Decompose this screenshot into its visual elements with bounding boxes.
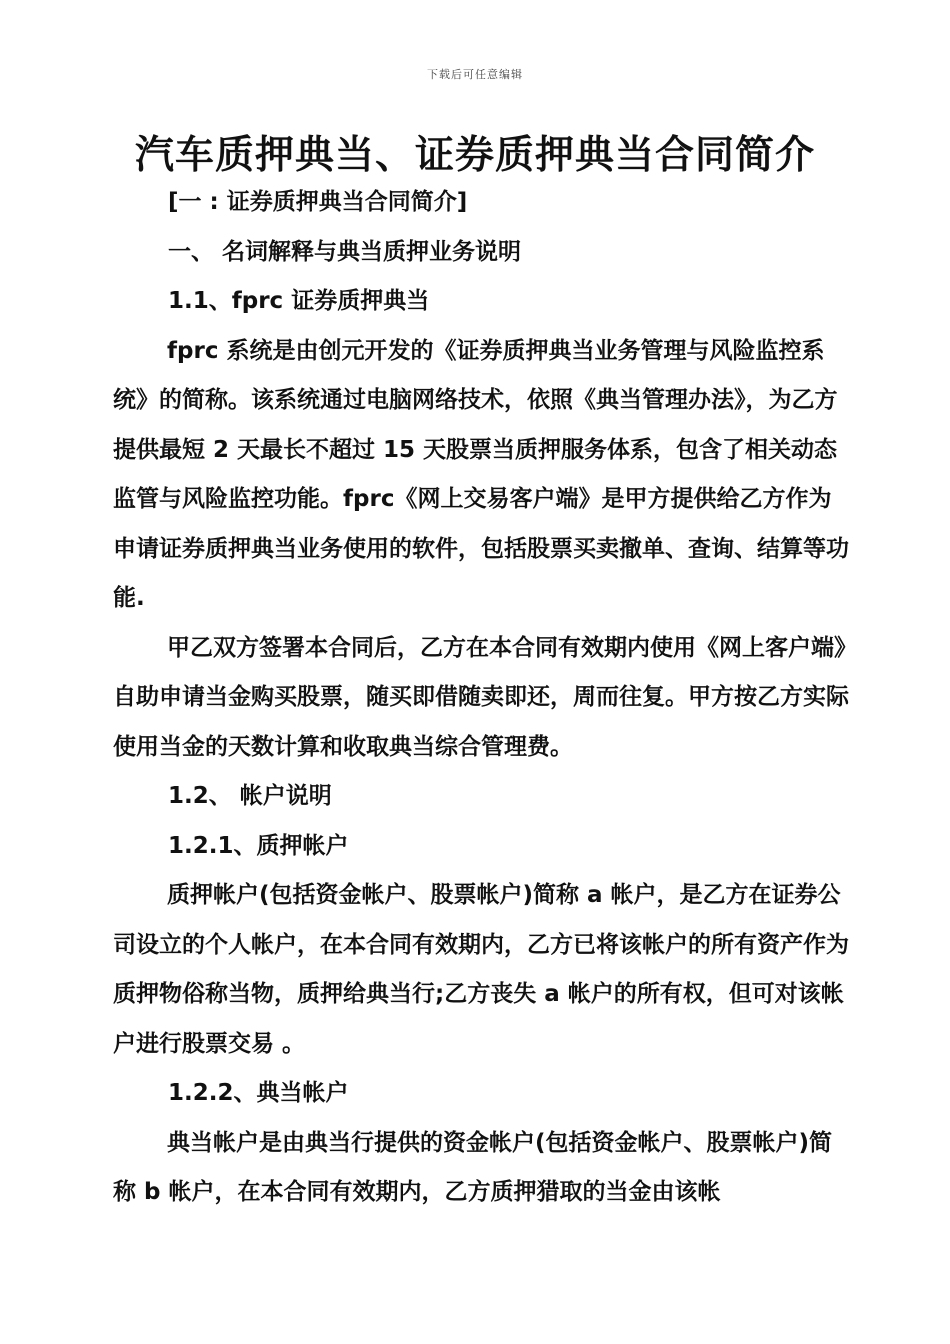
subsection-heading-1-1: 1.1、fprc 证券质押典当 <box>168 288 430 314</box>
section-bracket-heading: [一 : 证券质押典当合同简介] <box>168 189 468 215</box>
subsection-heading-1-2: 1.2、 帐户说明 <box>168 783 332 809</box>
subsection-heading-1-2-1: 1.2.1、质押帐户 <box>168 832 349 859</box>
paragraph-pawn-account: 典当帐户是由典当行提供的资金帐户(包括资金帐户、股票帐户)简称 b 帐户，在本合同有效期内，乙方质押猎取的当金由该帐 <box>113 1129 833 1205</box>
header-note: 下载后可任意编辑 <box>427 68 523 81</box>
subsection-heading-1-2-2: 1.2.2、典当帐户 <box>168 1080 349 1106</box>
paragraph-pledge-account: 质押帐户(包括资金帐户、股票帐户)简称 a 帐户，是乙方在证券公司设立的个人帐户，在本合同有效期内，乙方已将该帐户的所有资产作为质押物俗称当物，质押给典当行;乙方丧失 a 帐户的所有权，但可对该帐户进行股票交易 。 <box>113 882 849 1057</box>
document-title: 汽车质押典当、证券质押典当合同简介 <box>134 132 815 178</box>
document-body <box>113 178 853 1218</box>
paragraph-fprc-system: fprc 系统是由创元开发的《证券质押典当业务管理与风险监控系统》的简称。该系统通过电脑网络技术，依照《典当管理办法》，为乙方提供最短 2 天最长不超过 15 天股票当质押服务体系，包含了相关动态监管与风险监控功能。fprc《网上交易客户端》是甲方提供给乙方作为申请证券质押典当业务使用的软件，包括股票买卖撤单、查询、结算等功能. <box>113 337 849 611</box>
paragraph-contract-usage: 甲乙双方签署本合同后，乙方在本合同有效期内使用《网上客户端》自助申请当金购买股票，随买即借随卖即还，周而往复。甲方按乙方实际使用当金的天数计算和收取典当综合管理费。 <box>113 634 849 760</box>
section-heading-terms: 一、 名词解释与典当质押业务说明 <box>168 238 522 265</box>
